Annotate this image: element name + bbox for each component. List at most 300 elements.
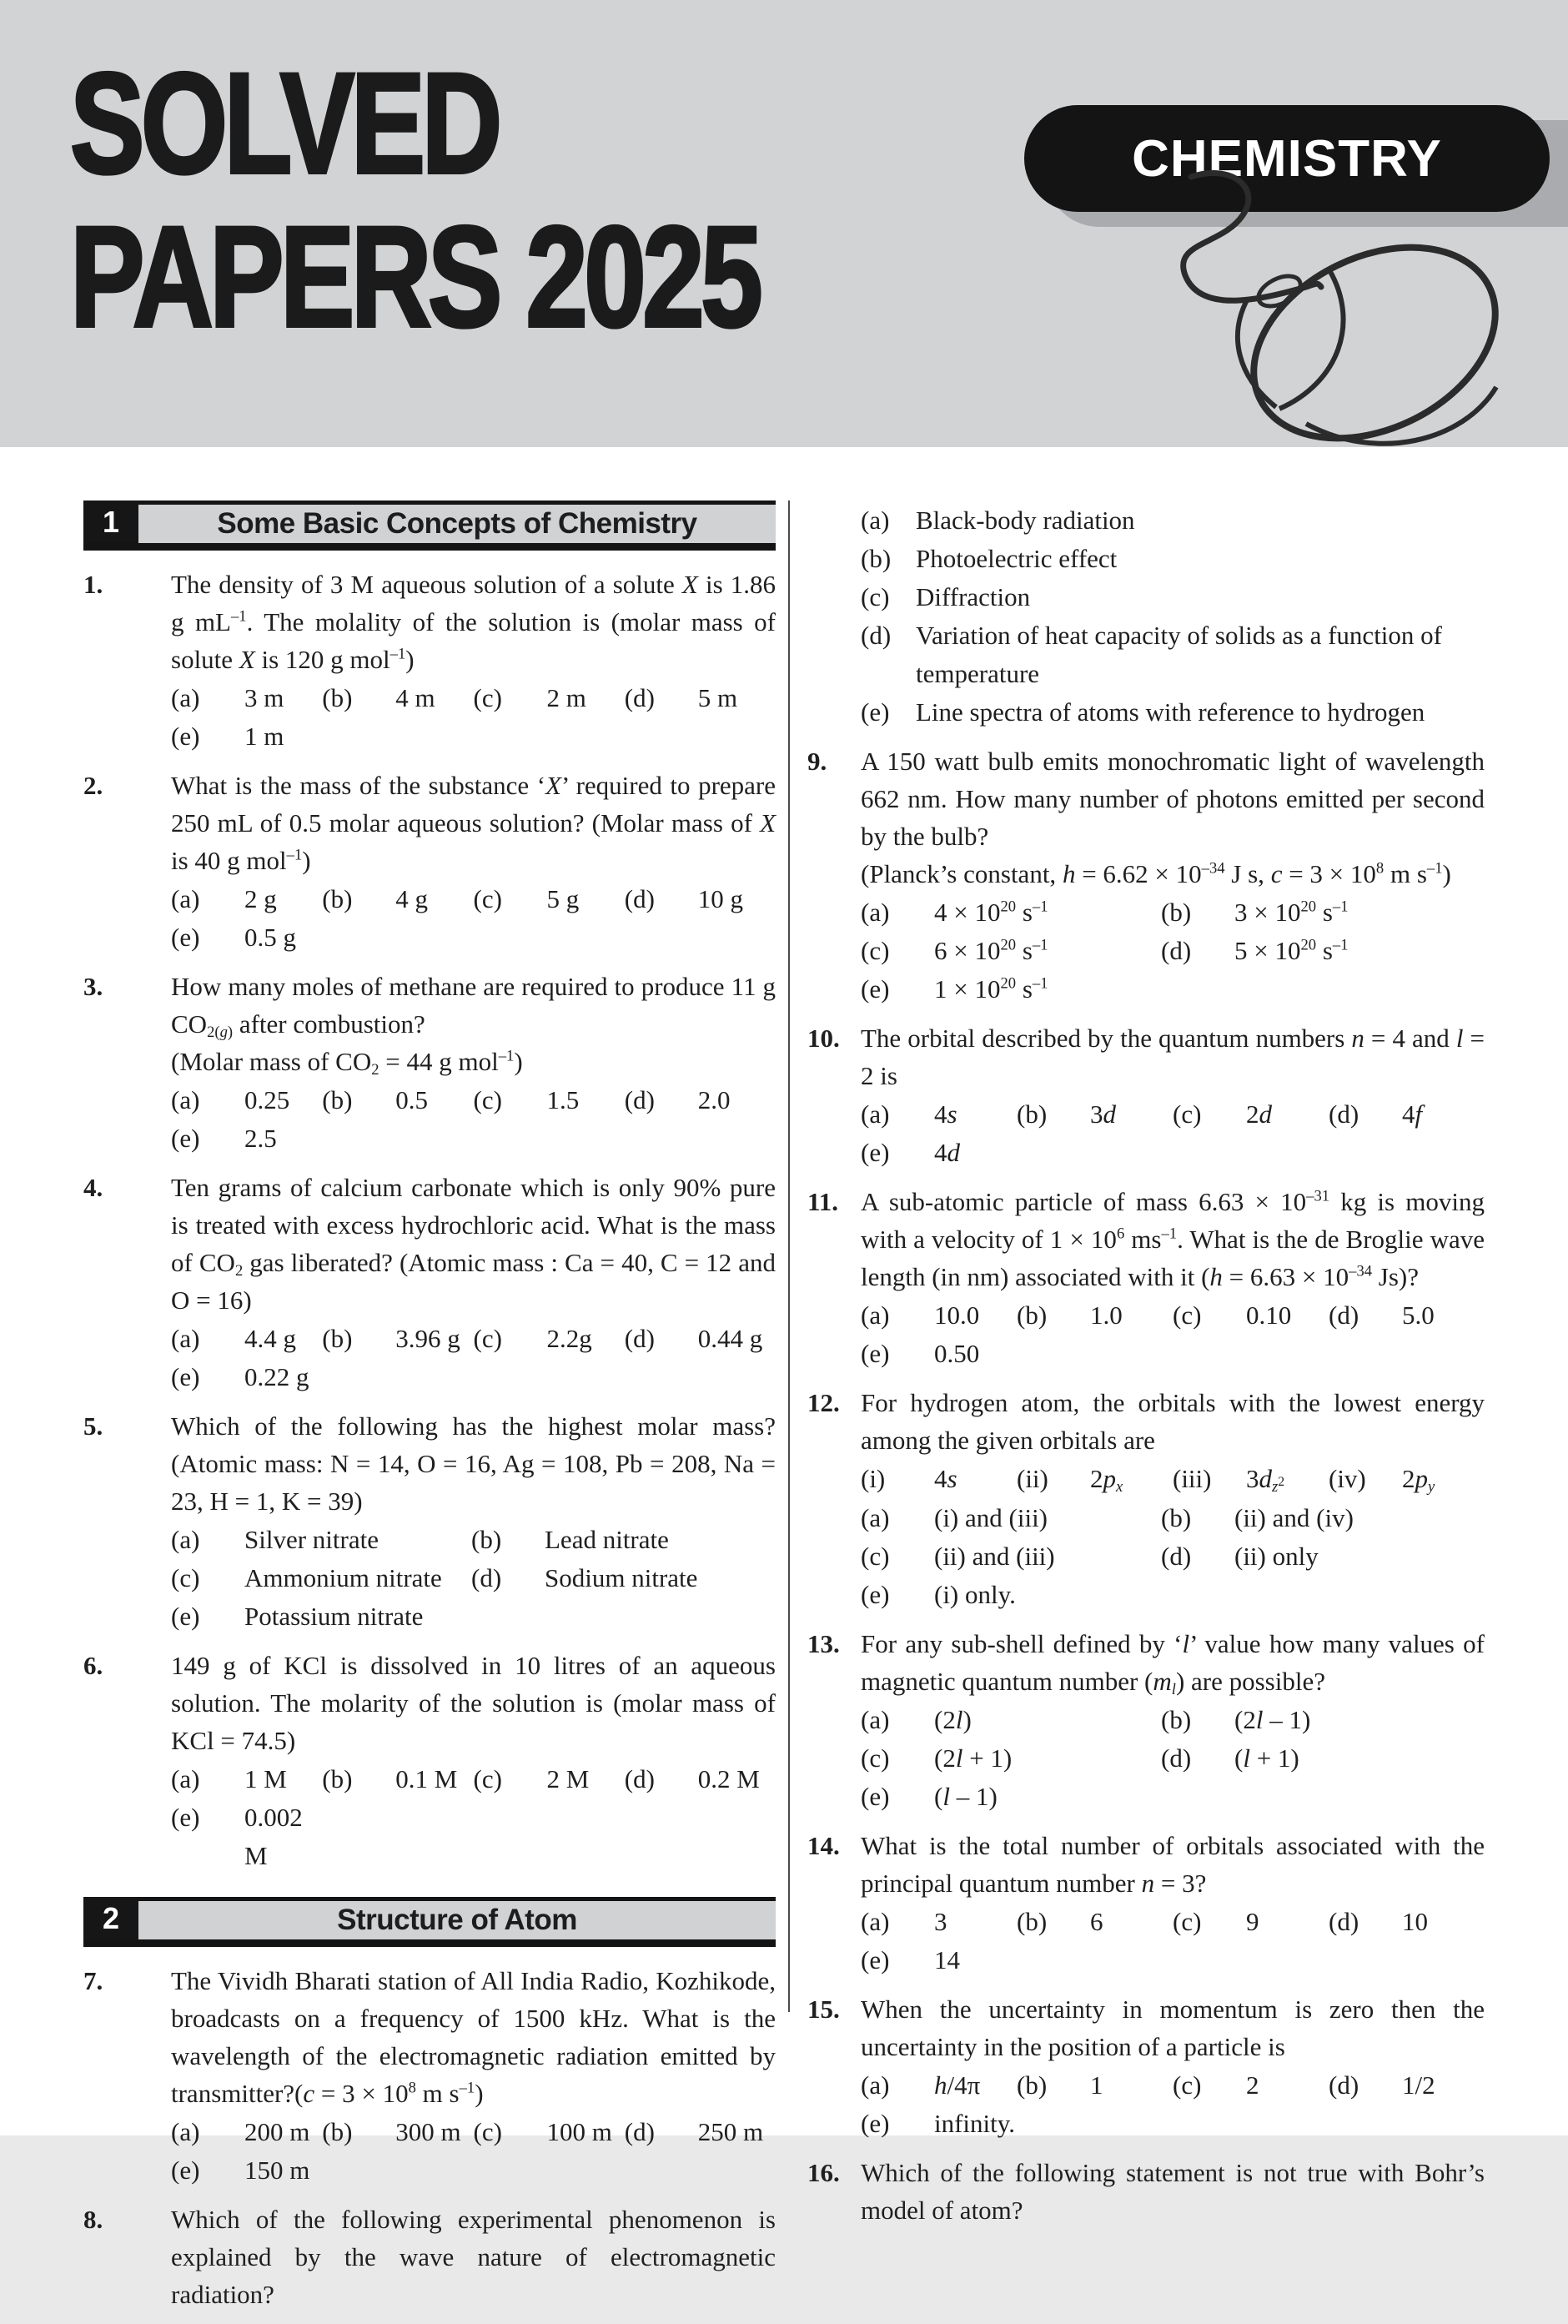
option-label: (i)	[861, 1464, 886, 1493]
question-body	[171, 2201, 776, 2313]
question-text: Which of the following has the highest molar mass? (Atomic mass: N = 14, O = 16, Ag = 108, Pb = 208, Na = 23, H = 1, K = 39)	[171, 1411, 776, 1516]
question-body	[861, 742, 1485, 1009]
option-text: $3d_{z^2}$	[1246, 1464, 1285, 1497]
option-text: Photoelectric effect	[916, 544, 1118, 573]
option-item	[471, 1559, 776, 1597]
option-text: Silver nitrate	[244, 1525, 379, 1554]
option-item	[322, 880, 473, 918]
option-text: 100 m	[546, 2117, 612, 2146]
options-grid	[861, 1499, 1485, 1614]
option-text: 4 g	[395, 884, 428, 913]
option-label: (e)	[861, 1339, 890, 1368]
option-item	[1017, 1095, 1173, 1134]
option-label: (a)	[171, 884, 200, 913]
option-label: (e)	[171, 1124, 200, 1153]
question-item	[83, 566, 776, 756]
question-number: 11.	[807, 1187, 839, 1216]
option-text: 0.5 g	[244, 923, 296, 952]
option-item	[861, 1576, 1161, 1614]
option-label: (a)	[171, 1525, 200, 1554]
option-text: $2p_x$	[1090, 1464, 1123, 1497]
option-label: (c)	[171, 1563, 200, 1592]
option-item	[625, 880, 776, 918]
option-text: infinity.	[934, 2109, 1016, 2138]
option-label: (b)	[322, 2117, 353, 2146]
option-label: (a)	[861, 506, 890, 535]
options-grid	[171, 1760, 776, 1875]
question-item	[83, 2201, 776, 2313]
options-grid	[171, 1081, 776, 1158]
option-item	[1161, 893, 1485, 932]
option-label: (c)	[473, 884, 502, 913]
option-item	[474, 1320, 625, 1358]
option-label: (a)	[171, 1764, 200, 1793]
option-label: (e)	[861, 974, 890, 1004]
option-item	[861, 970, 1161, 1009]
options-grid	[861, 1460, 1485, 1498]
question-number: 4.	[83, 1173, 103, 1202]
question-text: Which of the following experimental phenomenon is explained by the wave nature of electromagnetic radiation?	[171, 2205, 776, 2309]
option-item	[1017, 1296, 1173, 1335]
option-text: 6	[1090, 1907, 1103, 1936]
question-item	[83, 1407, 776, 1636]
option-label: (a)	[861, 1099, 890, 1129]
question-item	[807, 1827, 1485, 1979]
option-text: 4s	[934, 1464, 957, 1493]
option-label: (a)	[171, 2117, 200, 2146]
options-grid	[171, 880, 776, 957]
question-item	[807, 742, 1485, 1009]
option-label: (e)	[861, 2109, 890, 2138]
question-body	[861, 1827, 1485, 1979]
option-label: (a)	[861, 2070, 890, 2100]
question-number: 10.	[807, 1024, 840, 1053]
option-text: (2l + 1)	[934, 1743, 1013, 1773]
option-item	[1173, 1296, 1329, 1335]
option-label: (b)	[1017, 2070, 1048, 2100]
question-number: 12.	[807, 1388, 840, 1417]
option-text: 150 m	[244, 2155, 310, 2185]
option-item	[171, 1119, 322, 1158]
option-text: (ii) and (iii)	[934, 1542, 1055, 1571]
option-item	[861, 1134, 1017, 1172]
question-number: 7.	[83, 1966, 103, 1995]
option-text: 5 g	[546, 884, 580, 913]
option-text: (i) and (iii)	[934, 1503, 1048, 1532]
option-label: (d)	[624, 884, 655, 913]
option-text: 4f	[1402, 1099, 1423, 1129]
option-item	[322, 1760, 473, 1798]
question-text: How many moles of methane are required to produce 11 g $CO_{2(g)}$ after combustion? (Molar mass of $CO_2 = 44$ g mol$^{-1}$)	[171, 972, 776, 1079]
question-text: What is the total number of orbitals associated with the principal quantum number n = 3?	[861, 1831, 1485, 1898]
option-item	[322, 679, 473, 717]
option-text: 2 m	[546, 683, 586, 712]
section-header	[83, 1897, 776, 1947]
question-number: 1.	[83, 570, 103, 599]
option-label: (a)	[861, 1300, 890, 1330]
option-text: (2l – 1)	[1234, 1705, 1311, 1734]
question-number: 6.	[83, 1651, 103, 1680]
question-item	[83, 1962, 776, 2190]
option-item	[861, 2066, 1017, 2105]
option-text: $4 \times 10^{20}$ $s^{-1}$	[934, 898, 1048, 927]
option-label: (b)	[1017, 1300, 1048, 1330]
option-text: $5 \times 10^{20}$ $s^{-1}$	[1234, 936, 1349, 965]
question-body	[171, 1407, 776, 1636]
question-body	[171, 1647, 776, 1875]
option-text: 0.5	[395, 1085, 428, 1114]
option-label: (b)	[322, 1085, 353, 1114]
option-item	[1329, 1903, 1485, 1941]
option-label: (e)	[171, 2155, 200, 2185]
option-item	[322, 2113, 473, 2151]
option-text: 0.1 M	[395, 1764, 458, 1793]
option-text: 5.0	[1402, 1300, 1435, 1330]
option-text: 4.4 g	[244, 1324, 296, 1353]
question-body	[861, 1019, 1485, 1172]
option-label: (c)	[861, 582, 890, 611]
option-item	[171, 679, 322, 717]
option-label: (b)	[861, 544, 892, 573]
option-label: (b)	[322, 683, 353, 712]
option-label: (d)	[624, 2117, 655, 2146]
option-label: (c)	[473, 683, 502, 712]
options-grid	[861, 1903, 1485, 1979]
option-item	[861, 540, 1485, 578]
option-item	[861, 1739, 1161, 1778]
option-text: (2l)	[934, 1705, 972, 1734]
option-label: (d)	[471, 1563, 502, 1592]
option-label: (d)	[624, 1764, 655, 1793]
section-title: Structure of Atom	[138, 1897, 776, 1939]
section-title: Some Basic Concepts of Chemistry	[138, 501, 776, 543]
option-label: (a)	[861, 1907, 890, 1936]
question-number: 16.	[807, 2158, 840, 2187]
option-label: (c)	[1173, 1099, 1202, 1129]
options-grid	[171, 1521, 776, 1636]
option-text: 1/2	[1402, 2070, 1435, 2100]
option-text: (l – 1)	[934, 1782, 998, 1811]
question-number: 3.	[83, 972, 103, 1001]
option-label: (c)	[473, 1085, 502, 1114]
option-item	[1017, 2066, 1173, 2105]
option-text: 2.5	[244, 1124, 277, 1153]
option-item	[1017, 1460, 1173, 1498]
option-item	[171, 1521, 471, 1559]
option-item	[625, 2113, 776, 2151]
option-item	[171, 1798, 322, 1875]
options-grid	[861, 501, 1485, 732]
question-text: For any sub-shell defined by ‘l’ value how many values of magnetic quantum number $(m_l)$ are possible?	[861, 1629, 1485, 1699]
option-label: (a)	[171, 1085, 200, 1114]
option-text: 1 M	[244, 1764, 287, 1793]
page-header	[0, 0, 1568, 447]
option-text: 0.10	[1246, 1300, 1292, 1330]
question-text: 149 g of KCl is dissolved in 10 litres of an aqueous solution. The molarity of the solution is (molar mass of KCl = 74.5)	[171, 1651, 776, 1755]
option-text: Lead nitrate	[545, 1525, 669, 1554]
question-number: 14.	[807, 1831, 840, 1860]
option-text: 3	[934, 1907, 947, 1936]
option-item	[1173, 2066, 1329, 2105]
option-text: Line spectra of atoms with reference to hydrogen	[916, 697, 1425, 727]
options-grid	[861, 1701, 1485, 1816]
option-item	[861, 578, 1485, 616]
option-text: 1.5	[546, 1085, 580, 1114]
option-item	[171, 2151, 322, 2190]
option-text: 1 m	[244, 722, 284, 751]
right-column	[807, 501, 1485, 2240]
option-item	[474, 679, 625, 717]
option-text: $6 \times 10^{20}$ $s^{-1}$	[934, 936, 1048, 965]
question-text: A sub-atomic particle of mass $6.63 \times 10^{-31}$ kg is moving with a velocity of $1 \times 10^6$ $ms^{-1}$. What is the de Broglie wave length (in nm) associated with it ($h = 6.63 \times 10^{-34}$ Js)?	[861, 1187, 1485, 1291]
option-text: 4 m	[395, 683, 435, 712]
option-text: 3 m	[244, 683, 284, 712]
option-label: (b)	[322, 1764, 353, 1793]
option-item	[171, 717, 322, 756]
option-label: (d)	[624, 1085, 655, 1114]
option-label: (c)	[861, 1542, 890, 1571]
option-label: (d)	[1161, 1542, 1192, 1571]
option-label: (d)	[624, 683, 655, 712]
question-body	[861, 1183, 1485, 1373]
option-label: (b)	[1161, 898, 1192, 927]
option-text: 10	[1402, 1907, 1428, 1936]
option-label: (d)	[1329, 1300, 1359, 1330]
option-label: (d)	[1161, 1743, 1192, 1773]
option-item	[861, 1095, 1017, 1134]
question-body	[861, 1384, 1485, 1614]
option-item	[625, 1320, 776, 1358]
option-item	[861, 932, 1161, 970]
option-label: (c)	[1173, 1907, 1202, 1936]
option-label: (e)	[171, 722, 200, 751]
question-item	[807, 1384, 1485, 1614]
option-label: (e)	[861, 1945, 890, 1974]
option-label: (c)	[1173, 1300, 1202, 1330]
option-text: $1 \times 10^{20}$ $s^{-1}$	[934, 974, 1048, 1004]
question-number: 15.	[807, 1995, 840, 2024]
question-body	[171, 968, 776, 1158]
option-label: (a)	[171, 683, 200, 712]
option-text: 0.22 g	[244, 1362, 309, 1391]
options-grid	[861, 893, 1485, 1009]
option-label: (e)	[861, 1782, 890, 1811]
option-label: (c)	[861, 936, 890, 965]
question-number: 8.	[83, 2205, 103, 2234]
option-label: (e)	[861, 1580, 890, 1609]
question-number: 5.	[83, 1411, 103, 1441]
question-item	[807, 1990, 1485, 2143]
question-item	[807, 1019, 1485, 1172]
option-text: 2 g	[244, 884, 277, 913]
option-text: 0.2 M	[697, 1764, 760, 1793]
option-label: (d)	[1329, 2070, 1359, 2100]
options-continuation	[807, 501, 1485, 732]
option-text: Ammonium nitrate	[244, 1563, 442, 1592]
option-text: 0.44 g	[697, 1324, 763, 1353]
option-text: 4s	[934, 1099, 957, 1129]
option-text: 2.2g	[546, 1324, 592, 1353]
option-item	[861, 1778, 1161, 1816]
options-grid	[861, 1296, 1485, 1373]
option-label: (e)	[861, 697, 890, 727]
option-label: (b)	[322, 1324, 353, 1353]
option-item	[861, 1499, 1161, 1537]
question-body	[171, 1962, 776, 2190]
option-item	[171, 918, 322, 957]
option-label: (d)	[1161, 936, 1192, 965]
option-item	[625, 679, 776, 717]
option-label: (a)	[861, 898, 890, 927]
option-text: 0.25	[244, 1085, 290, 1114]
option-item	[1329, 2066, 1485, 2105]
question-item	[807, 2154, 1485, 2229]
option-label: (a)	[861, 1705, 890, 1734]
option-label: (e)	[861, 1138, 890, 1167]
question-item	[83, 968, 776, 1158]
option-text: $2p_y$	[1402, 1464, 1435, 1497]
option-item	[861, 501, 1485, 540]
option-label: (iv)	[1329, 1464, 1366, 1493]
option-item	[322, 1081, 473, 1119]
option-text: 10 g	[697, 884, 743, 913]
option-text: Sodium nitrate	[545, 1563, 698, 1592]
option-label: (b)	[471, 1525, 502, 1554]
option-item	[171, 1760, 322, 1798]
options-grid	[861, 1095, 1485, 1172]
option-item	[861, 1903, 1017, 1941]
option-text: 5 m	[697, 683, 738, 712]
option-label: (c)	[861, 1743, 890, 1773]
option-item	[861, 616, 1485, 693]
option-text: Black-body radiation	[916, 506, 1135, 535]
option-text: 3d	[1090, 1099, 1116, 1129]
option-item	[171, 2113, 322, 2151]
option-item	[1329, 1460, 1485, 1498]
option-text: 14	[934, 1945, 960, 1974]
question-text: What is the mass of the substance ‘X’ required to prepare 250 mL of 0.5 molar aqueous solution? (Molar mass of X is 40 g mol$^{-1}$)	[171, 771, 776, 875]
option-item	[1329, 1095, 1485, 1134]
option-item	[1161, 1739, 1485, 1778]
question-number: 13.	[807, 1629, 840, 1658]
option-text: h/4π	[934, 2070, 981, 2100]
option-text: 9	[1246, 1907, 1259, 1936]
option-text: (l + 1)	[1234, 1743, 1299, 1773]
option-text: 10.0	[934, 1300, 980, 1330]
option-item	[1173, 1903, 1329, 1941]
option-item	[1161, 1537, 1485, 1576]
option-text: 250 m	[697, 2117, 764, 2146]
subject-badge-label: CHEMISTRY	[1132, 129, 1442, 188]
question-body	[861, 1625, 1485, 1816]
option-label: (c)	[473, 2117, 502, 2146]
option-text: $3 \times 10^{20}$ $s^{-1}$	[1234, 898, 1349, 927]
column-divider	[788, 501, 790, 2012]
option-item	[171, 1358, 322, 1396]
option-text: Diffraction	[916, 582, 1031, 611]
option-item	[861, 1460, 1017, 1498]
option-item	[861, 893, 1161, 932]
option-text: 2d	[1246, 1099, 1272, 1129]
option-label: (c)	[1173, 2070, 1202, 2100]
option-text: 3.96 g	[395, 1324, 460, 1353]
option-label: (b)	[322, 884, 353, 913]
question-text: When the uncertainty in momentum is zero then the uncertainty in the position of a particle is	[861, 1995, 1485, 2061]
section-number: 1	[83, 501, 138, 543]
option-item	[474, 1760, 625, 1798]
option-item	[471, 1521, 776, 1559]
option-label: (d)	[624, 1324, 655, 1353]
option-item	[625, 1760, 776, 1798]
option-item	[861, 1296, 1017, 1335]
option-item	[625, 1081, 776, 1119]
option-item	[1161, 932, 1485, 970]
question-text: The density of 3 M aqueous solution of a solute X is 1.86 g $mL^{-1}$. The molality of the solution is (molar mass of solute X is 120 g mol$^{-1}$)	[171, 570, 776, 674]
option-item	[861, 1335, 1017, 1373]
question-text: The Vividh Bharati station of All India Radio, Kozhikode, broadcasts on a frequency of 1500 kHz. What is the wavelength of the electromagnetic radiation emitted by transmitter?(c = $3 \times 10^8$ m $s^{-1}$)	[171, 1966, 776, 2108]
question-text: The orbital described by the quantum numbers n = 4 and l = 2 is	[861, 1024, 1485, 1090]
page-title-line1: SOLVED	[70, 43, 499, 204]
question-item	[83, 1169, 776, 1396]
section-header	[83, 501, 776, 551]
option-item	[861, 693, 1485, 732]
option-label: (e)	[171, 1362, 200, 1391]
option-text: Potassium nitrate	[244, 1602, 424, 1631]
question-body	[171, 767, 776, 957]
option-text: 200 m	[244, 2117, 310, 2146]
option-label: (d)	[861, 621, 892, 650]
option-item	[1173, 1095, 1329, 1134]
options-grid	[171, 2113, 776, 2190]
question-number	[807, 501, 861, 732]
question-text: For hydrogen atom, the orbitals with the lowest energy among the given orbitals are	[861, 1388, 1485, 1455]
question-body	[171, 1169, 776, 1396]
computer-mouse-icon	[1166, 172, 1558, 464]
option-label: (b)	[1017, 1099, 1048, 1129]
option-text: 0.50	[934, 1339, 980, 1368]
option-label: (b)	[1161, 1503, 1192, 1532]
option-label: (b)	[1161, 1705, 1192, 1734]
option-label: (b)	[1017, 1907, 1048, 1936]
option-label: (d)	[1329, 1907, 1359, 1936]
option-item	[1161, 1701, 1485, 1739]
question-body	[861, 501, 1485, 732]
option-label: (d)	[1329, 1099, 1359, 1129]
question-item	[83, 767, 776, 957]
option-text: 300 m	[395, 2117, 461, 2146]
option-item	[171, 1081, 322, 1119]
option-label: (e)	[171, 1803, 200, 1832]
question-text: A 150 watt bulb emits monochromatic light of wavelength 662 nm. How many number of photons emitted per second by the bulb? (Planck’s constant, $h = 6.62 \times 10^{-34}$ J s, $c = 3 \times 10^8$ m $s^{-1}$)	[861, 747, 1485, 888]
option-text: Variation of heat capacity of solids as a function of temperature	[916, 621, 1442, 688]
option-text: 1.0	[1090, 1300, 1123, 1330]
question-body	[861, 1990, 1485, 2143]
option-label: (ii)	[1017, 1464, 1048, 1493]
question-text: Ten grams of calcium carbonate which is only 90% pure is treated with excess hydrochloric acid. What is the mass of $CO_2$ gas liberated? (Atomic mass : Ca = 40, C = 12 and O = 16)	[171, 1173, 776, 1315]
option-item	[171, 1320, 322, 1358]
option-label: (e)	[171, 1602, 200, 1631]
option-item	[474, 2113, 625, 2151]
question-number: 2.	[83, 771, 103, 800]
option-item	[1329, 1296, 1485, 1335]
question-text: Which of the following statement is not true with Bohr’s model of atom?	[861, 2158, 1485, 2225]
option-text: 2 M	[546, 1764, 590, 1793]
option-text: 0.002 M	[244, 1803, 303, 1870]
left-column	[83, 501, 776, 2324]
question-item	[83, 1647, 776, 1875]
options-grid	[171, 1320, 776, 1396]
option-item	[1173, 1460, 1329, 1498]
